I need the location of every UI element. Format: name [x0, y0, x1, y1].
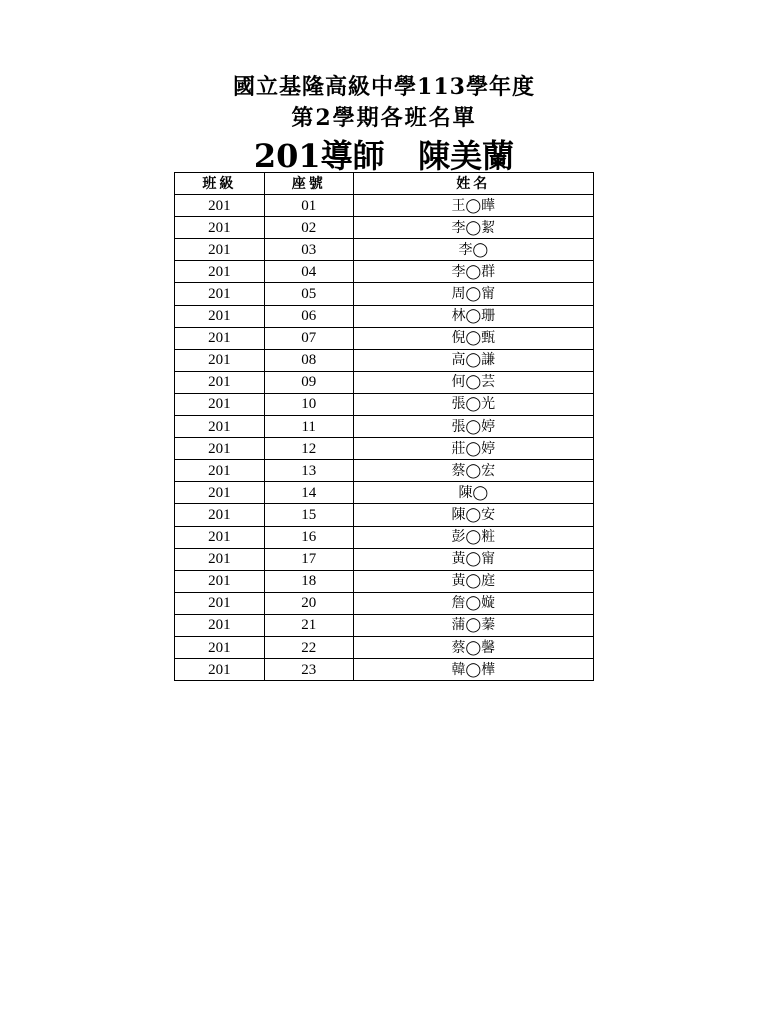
table-row [175, 283, 594, 305]
table-row [175, 614, 594, 636]
class-cell: 201 [175, 305, 265, 327]
column-header-name: 姓名 [353, 173, 593, 195]
student-name-cell: 韓◯樺 [353, 659, 593, 681]
seat-cell: 13 [264, 460, 353, 482]
seat-cell: 15 [264, 504, 353, 526]
class-cell: 201 [175, 261, 265, 283]
student-name-cell: 蔡◯宏 [353, 460, 593, 482]
class-cell: 201 [175, 636, 265, 658]
table-row [175, 416, 594, 438]
table-row [175, 659, 594, 681]
table-row [175, 239, 594, 261]
seat-cell: 23 [264, 659, 353, 681]
student-name-cell: 何◯芸 [353, 371, 593, 393]
seat-cell: 17 [264, 548, 353, 570]
table-row [175, 371, 594, 393]
seat-cell: 08 [264, 349, 353, 371]
student-name-cell: 張◯光 [353, 393, 593, 415]
class-cell: 201 [175, 349, 265, 371]
seat-cell: 01 [264, 195, 353, 217]
student-name-cell: 莊◯婷 [353, 438, 593, 460]
class-cell: 201 [175, 482, 265, 504]
table-body [175, 195, 594, 681]
table-row [175, 636, 594, 658]
school-term-title: 國立基隆高級中學113學年度 [233, 74, 535, 100]
column-header-class: 班級 [175, 173, 265, 195]
table-row [175, 393, 594, 415]
seat-cell: 04 [264, 261, 353, 283]
table-row [175, 217, 594, 239]
seat-cell: 09 [264, 371, 353, 393]
table-row [175, 526, 594, 548]
class-cell: 201 [175, 614, 265, 636]
class-cell: 201 [175, 327, 265, 349]
student-name-cell: 周◯甯 [353, 283, 593, 305]
student-name-cell: 黃◯庭 [353, 570, 593, 592]
student-name-cell: 李◯絜 [353, 217, 593, 239]
class-cell: 201 [175, 195, 265, 217]
class-cell: 201 [175, 526, 265, 548]
student-name-cell: 林◯珊 [353, 305, 593, 327]
seat-cell: 18 [264, 570, 353, 592]
table-row [175, 349, 594, 371]
table-row [175, 438, 594, 460]
student-name-cell: 李◯群 [353, 261, 593, 283]
table-row [175, 504, 594, 526]
student-name-cell: 蔡◯馨 [353, 636, 593, 658]
table-row [175, 592, 594, 614]
class-cell: 201 [175, 239, 265, 261]
seat-cell: 07 [264, 327, 353, 349]
table-row [175, 570, 594, 592]
class-cell: 201 [175, 283, 265, 305]
class-cell: 201 [175, 393, 265, 415]
column-header-seat: 座號 [264, 173, 353, 195]
class-cell: 201 [175, 659, 265, 681]
student-name-cell: 詹◯嫙 [353, 592, 593, 614]
seat-cell: 11 [264, 416, 353, 438]
student-name-cell: 倪◯甄 [353, 327, 593, 349]
class-cell: 201 [175, 592, 265, 614]
seat-cell: 21 [264, 614, 353, 636]
table-row [175, 482, 594, 504]
table-header-row [175, 173, 594, 195]
table-row [175, 460, 594, 482]
table-row [175, 305, 594, 327]
student-name-cell: 高◯謙 [353, 349, 593, 371]
table-row [175, 261, 594, 283]
class-teacher-title: 201導師 陳美蘭 [253, 137, 515, 175]
class-cell: 201 [175, 438, 265, 460]
seat-cell: 22 [264, 636, 353, 658]
seat-cell: 14 [264, 482, 353, 504]
seat-cell: 16 [264, 526, 353, 548]
seat-cell: 10 [264, 393, 353, 415]
student-name-cell: 彭◯粧 [353, 526, 593, 548]
student-name-cell: 陳◯安 [353, 504, 593, 526]
seat-cell: 05 [264, 283, 353, 305]
student-name-cell: 黃◯甯 [353, 548, 593, 570]
student-name-cell: 蒲◯蓁 [353, 614, 593, 636]
seat-cell: 12 [264, 438, 353, 460]
seat-cell: 06 [264, 305, 353, 327]
list-title: 第2學期各班名單 [291, 105, 477, 131]
class-cell: 201 [175, 460, 265, 482]
seat-cell: 20 [264, 592, 353, 614]
class-cell: 201 [175, 371, 265, 393]
class-cell: 201 [175, 217, 265, 239]
seat-cell: 03 [264, 239, 353, 261]
seat-cell: 02 [264, 217, 353, 239]
student-name-cell: 王◯曄 [353, 195, 593, 217]
table-row [175, 195, 594, 217]
student-name-cell: 張◯婷 [353, 416, 593, 438]
class-cell: 201 [175, 416, 265, 438]
class-cell: 201 [175, 504, 265, 526]
student-name-cell: 李◯ [353, 239, 593, 261]
student-roster-table [174, 172, 594, 681]
class-cell: 201 [175, 548, 265, 570]
class-cell: 201 [175, 570, 265, 592]
table-row [175, 327, 594, 349]
table-row [175, 548, 594, 570]
student-name-cell: 陳◯ [353, 482, 593, 504]
